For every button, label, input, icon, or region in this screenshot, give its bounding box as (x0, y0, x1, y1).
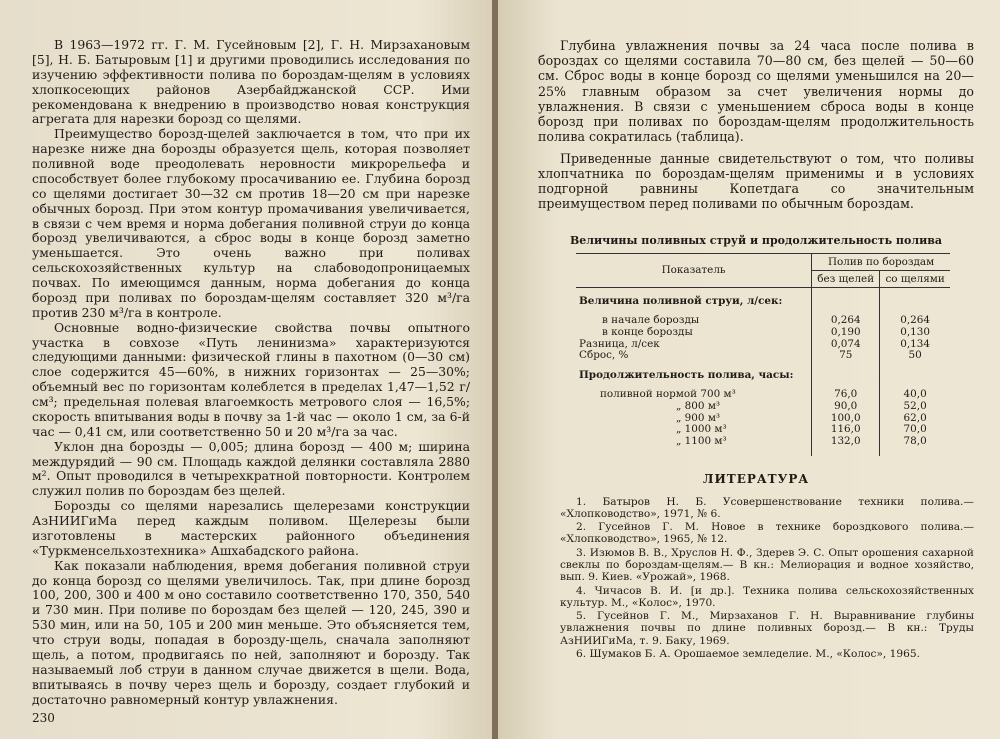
table-cell-label: „ 1000 м³ (676, 423, 727, 436)
table-row (576, 389, 950, 401)
table-cell-value: 0,130 (880, 327, 950, 339)
table-cell-value: 0,264 (812, 315, 880, 327)
table-cell-value: 0,134 (880, 339, 950, 351)
table-row (576, 339, 950, 351)
table-cell-value: 100,0 (812, 413, 880, 425)
table-cell-value: 50 (880, 350, 950, 362)
table-cell-value: 75 (812, 350, 880, 362)
table-cell-value: 40,0 (880, 389, 950, 401)
table-section-label: Продолжительность полива, часы: (579, 368, 794, 381)
reference-item: 3. Изюмов В. В., Хруслов Н. Ф., Здерев Э. С. Опыт орошения сахарной свеклы по бороздам-щелям.— В кн.: Мелиорация и водное хозяйство, вып. 9. Киев. «Урожай», 1968. (560, 546, 974, 584)
table-row (576, 436, 950, 448)
table-header-group: Полив по бороздам (812, 253, 950, 270)
table-header-indicator: Показатель (576, 253, 812, 287)
table-cell-value: 0,264 (880, 315, 950, 327)
table-row (576, 350, 950, 362)
table-cell-label: „ 800 м³ (676, 400, 721, 413)
table-cell-label: Разница, л/сек (579, 337, 660, 350)
table-cell-label: в конце борозды (602, 325, 693, 338)
left-page (0, 0, 492, 739)
paragraph: В 1963—1972 гг. Г. М. Гусейновым [2], Г. Н. Мирзахановым [5], Н. Б. Батыровым [1] и другими проводились исследования по изучению эффективности полива по бороздам-щелям в условиях хлопкосеющих районов Азербайджанской ССР. Ими рекомендована к внедрению в производство новая конструкция агрегата для нарезки борозд со щелями. (32, 37, 470, 127)
table-cell-value: 0,074 (812, 339, 880, 351)
table-row (576, 327, 950, 339)
table-title: Величины поливных струй и продолжительность полива (569, 233, 943, 247)
table-header-col1: без щелей (812, 270, 880, 287)
paragraph: Глубина увлажнения почвы за 24 часа после полива в бороздах со щелями составила 70—80 см, без щелей — 50—60 см. Сброс воды в конце борозд со щелями уменьшился на 20—25% главным образом за счет увеличения нормы до увлажнения. В связи с уменьшением сброса воды в конце борозд при поливах по бороздам-щелям продолжительность полива сократилась (таблица). (538, 38, 974, 145)
table-cell-value: 132,0 (812, 436, 880, 448)
paragraph: Как показали наблюдения, время добегания поливной струи до конца борозд со щелями увеличилось. Так, при длине борозд 100, 200, 300 и 400 м оно составило соответственно 170, 350, 540 и 730 мин. При поливе по бороздам без щелей — 120, 245, 390 и 530 мин, или на 50, 105 и 200 мин меньше. Это объясняется тем, что струи воды, попадая в борозду-щель, сначала заполняют щель, а потом, продвигаясь по ней, заполняют и борозду. Так называемый лоб струи в данном случае движется в щели. Вода, впитываясь в почву через щель и борозду, создает глубокий и достаточно равномерный контур увлажнения. (32, 557, 470, 707)
reference-list (538, 496, 974, 661)
reference-item: 5. Гусейнов Г. М., Мирзаханов Г. Н. Выравнивание глубины увлажнения почвы по длине поливных борозд.— В кн.: Труды АзНИИГиМа, т. 9. Баку, 1969. (560, 610, 974, 647)
paragraph: Приведенные данные свидетельствуют о том, что поливы хлопчатника по бороздам-щелям применимы и в условиях подгорной равнины Копетдага со значительным преимуществом перед поливами по обычным бороздам. (538, 150, 974, 212)
table-cell-value: 62,0 (880, 413, 950, 425)
table-section-label: Величина поливной струи, л/сек: (579, 294, 783, 307)
table-cell-value: 70,0 (880, 424, 950, 436)
table-cell-label: в начале борозды (602, 314, 700, 327)
paragraph: Основные водно-физические свойства почвы опытного участка в совхозе «Путь ленинизма» характеризуются следующими данными: физической глины в пахотном (0—30 см) слое содержится 45—60%, в нижних горизонтах — 25—30%; объемный вес по горизонтам колеблется в пределах 1,47—1,52 г/см³; предельная полевая влагоемкость метрового слоя — 16,5%; скорость впитывания воды в почву за 1-й час — около 1 см, за 6-й час — 0,41 см, или соответственно 50 и 20 м³/га за час. (32, 319, 470, 439)
table-cell-label: поливной нормой 700 м³ (600, 388, 736, 401)
data-table (576, 253, 950, 456)
reference-item: 6. Шумаков Б. А. Орошаемое земледелие. М., «Колос», 1965. (576, 648, 920, 660)
table-cell-label: „ 1100 м³ (676, 434, 727, 447)
right-page (498, 0, 1000, 739)
table-row (576, 424, 950, 436)
paragraph: Преимущество борозд-щелей заключается в том, что при их нарезке ниже дна борозды образуется щель, которая позволяет поливной воде преодолевать неровности микрорельефа и способствует более глубокому просачиванию ее. Глубина борозд со щелями достигает 30—32 см против 18—20 см при нарезке обычных борозд. При этом контур промачивания увеличивается, в связи с чем время и норма добегания поливной струи до конца борозд увеличиваются, а сброс воды в конце борозд заметно уменьшается. Это очень важно при поливах сельскохозяйственных культур на слабоводопроницаемых почвах. По имеющимся данным, норма добегания до конца борозд при поливах по бороздам-щелям составляет 320 м³/га против 230 м³/га в контроле. (32, 126, 470, 320)
table-cell-value: 0,190 (812, 327, 880, 339)
table-section-row (576, 370, 950, 382)
page-number: 230 (32, 711, 55, 725)
literature-heading: ЛИТЕРАТУРА (702, 471, 810, 486)
reference-item: 1. Батыров Н. Б. Усовершенствование техники полива.— «Хлопководство», 1971, № 6. (560, 495, 974, 520)
table-cell-value: 90,0 (812, 401, 880, 413)
table-cell-value: 78,0 (880, 436, 950, 448)
table-section-row (576, 296, 950, 308)
table-header-col2: со щелями (880, 270, 950, 287)
table-cell-label: Сброс, % (579, 349, 629, 362)
paragraph: Борозды со щелями нарезались щелерезами конструкции АзНИИГиМа перед каждым поливом. Щелерезы были изготовлены в мастерских районного объединения «Туркменсельхозтехника» Ашхабадского района. (32, 498, 470, 558)
table-cell-value: 76,0 (812, 389, 880, 401)
table-row (576, 413, 950, 425)
table-cell-value: 52,0 (880, 401, 950, 413)
table-cell-label: „ 900 м³ (676, 411, 721, 424)
reference-item: 4. Чичасов В. И. [и др.]. Техника полива сельскохозяйственных культур. М., «Колос», 1970. (560, 584, 974, 609)
table-row (576, 401, 950, 413)
paragraph: Уклон дна борозды — 0,005; длина борозд — 400 м; ширина междурядий — 90 см. Площадь каждой делянки составляла 2880 м². Опыт проводился в четырехкратной повторности. Контролем служил полив по бороздам без щелей. (32, 438, 470, 499)
reference-item: 2. Гусейнов Г. М. Новое в технике бороздкового полива.— «Хлопководство», 1965, № 12. (560, 521, 974, 546)
table-cell-value: 116,0 (812, 424, 880, 436)
